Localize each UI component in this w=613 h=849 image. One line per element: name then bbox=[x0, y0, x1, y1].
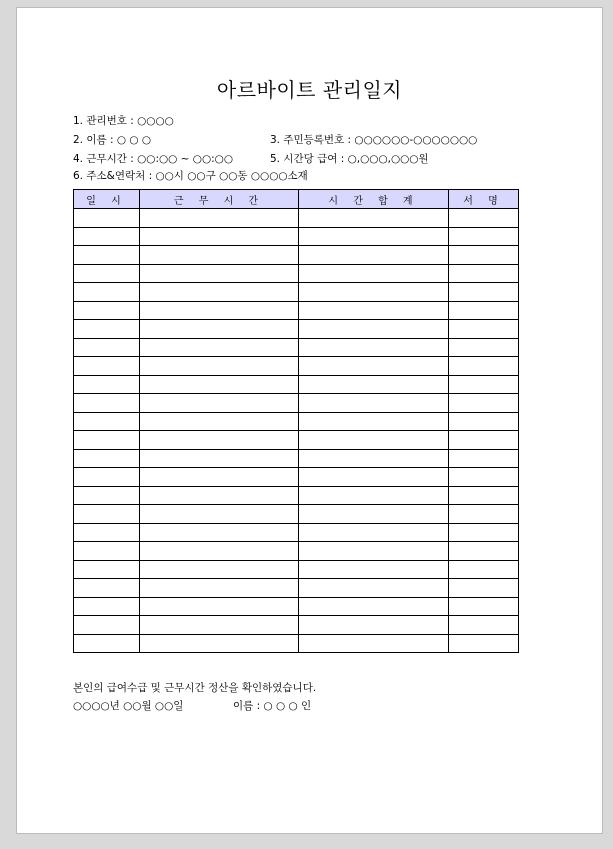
table-cell[interactable] bbox=[299, 542, 449, 561]
table-cell[interactable] bbox=[140, 486, 299, 505]
table-cell[interactable] bbox=[449, 468, 519, 487]
table-cell[interactable] bbox=[140, 301, 299, 320]
work-log-table bbox=[73, 189, 519, 653]
table-cell[interactable] bbox=[299, 523, 449, 542]
table-cell[interactable] bbox=[299, 394, 449, 413]
table-cell[interactable] bbox=[449, 264, 519, 283]
table-cell[interactable] bbox=[449, 560, 519, 579]
table-cell[interactable] bbox=[449, 597, 519, 616]
table-cell[interactable] bbox=[140, 209, 299, 228]
table-cell[interactable] bbox=[299, 560, 449, 579]
table-cell[interactable] bbox=[449, 616, 519, 635]
table-cell[interactable] bbox=[74, 375, 140, 394]
table-cell[interactable] bbox=[74, 486, 140, 505]
table-cell[interactable] bbox=[449, 227, 519, 246]
table-cell[interactable] bbox=[449, 246, 519, 265]
table-cell[interactable] bbox=[140, 338, 299, 357]
table-cell[interactable] bbox=[449, 301, 519, 320]
table-cell[interactable] bbox=[74, 468, 140, 487]
table-body bbox=[74, 209, 519, 653]
table-cell[interactable] bbox=[140, 264, 299, 283]
table-row bbox=[74, 227, 519, 246]
table-row bbox=[74, 357, 519, 376]
table-cell[interactable] bbox=[449, 579, 519, 598]
table-cell[interactable] bbox=[140, 431, 299, 450]
table-cell[interactable] bbox=[74, 542, 140, 561]
hourly-wage: 5. 시간당 급여 : ○,○○○,○○○원 bbox=[270, 153, 429, 165]
table-cell[interactable] bbox=[140, 449, 299, 468]
table-cell[interactable] bbox=[299, 320, 449, 339]
table-cell[interactable] bbox=[140, 375, 299, 394]
table-cell[interactable] bbox=[74, 246, 140, 265]
table-cell[interactable] bbox=[299, 264, 449, 283]
table-row bbox=[74, 375, 519, 394]
table-row bbox=[74, 283, 519, 302]
table-cell[interactable] bbox=[449, 505, 519, 524]
table-cell[interactable] bbox=[140, 597, 299, 616]
table-cell[interactable] bbox=[74, 523, 140, 542]
table-cell[interactable] bbox=[299, 597, 449, 616]
table-cell[interactable] bbox=[74, 449, 140, 468]
table-cell[interactable] bbox=[299, 412, 449, 431]
table-cell[interactable] bbox=[449, 357, 519, 376]
table-cell[interactable] bbox=[299, 449, 449, 468]
table-cell[interactable] bbox=[299, 357, 449, 376]
header-total-hours: 시 간 합 계 bbox=[299, 190, 449, 209]
table-cell[interactable] bbox=[299, 301, 449, 320]
table-cell[interactable] bbox=[449, 375, 519, 394]
table-row bbox=[74, 468, 519, 487]
table-row bbox=[74, 320, 519, 339]
table-cell[interactable] bbox=[74, 579, 140, 598]
table-row bbox=[74, 431, 519, 450]
address-contact: 6. 주소&연락처 : ○○시 ○○구 ○○동 ○○○○소재 bbox=[73, 170, 308, 182]
table-row bbox=[74, 597, 519, 616]
table-cell[interactable] bbox=[140, 320, 299, 339]
table-cell[interactable] bbox=[140, 523, 299, 542]
table-cell[interactable] bbox=[299, 431, 449, 450]
table-cell[interactable] bbox=[449, 486, 519, 505]
table-cell[interactable] bbox=[299, 375, 449, 394]
table-row bbox=[74, 560, 519, 579]
table-cell[interactable] bbox=[74, 264, 140, 283]
table-cell[interactable] bbox=[299, 338, 449, 357]
table-cell[interactable] bbox=[299, 486, 449, 505]
header-signature: 서 명 bbox=[449, 190, 519, 209]
table-cell[interactable] bbox=[74, 616, 140, 635]
table-cell[interactable] bbox=[74, 283, 140, 302]
table-row bbox=[74, 449, 519, 468]
table-cell[interactable] bbox=[299, 634, 449, 653]
table-cell[interactable] bbox=[140, 616, 299, 635]
table-row bbox=[74, 616, 519, 635]
table-cell[interactable] bbox=[449, 283, 519, 302]
table-cell[interactable] bbox=[74, 301, 140, 320]
table-cell[interactable] bbox=[74, 634, 140, 653]
table-cell[interactable] bbox=[74, 227, 140, 246]
table-row bbox=[74, 338, 519, 357]
resident-number: 3. 주민등록번호 : ○○○○○○-○○○○○○○ bbox=[270, 134, 478, 146]
table-cell[interactable] bbox=[74, 357, 140, 376]
table-cell[interactable] bbox=[449, 542, 519, 561]
table-cell[interactable] bbox=[140, 357, 299, 376]
table-header-row bbox=[74, 190, 519, 209]
table-cell[interactable] bbox=[449, 431, 519, 450]
table-cell[interactable] bbox=[299, 468, 449, 487]
table-cell[interactable] bbox=[74, 394, 140, 413]
table-row bbox=[74, 394, 519, 413]
table-cell[interactable] bbox=[140, 246, 299, 265]
confirmation-text: 본인의 급여수급 및 근무시간 정산을 확인하였습니다. bbox=[73, 682, 317, 694]
table-cell[interactable] bbox=[140, 468, 299, 487]
work-hours: 4. 근무시간 : ○○:○○ ~ ○○:○○ bbox=[73, 153, 233, 165]
table-cell[interactable] bbox=[74, 338, 140, 357]
table-cell[interactable] bbox=[74, 597, 140, 616]
header-datetime: 일 시 bbox=[74, 190, 140, 209]
table-cell[interactable] bbox=[140, 283, 299, 302]
document-title: 아르바이트 관리일지 bbox=[216, 78, 403, 102]
table-cell[interactable] bbox=[140, 560, 299, 579]
table-row bbox=[74, 412, 519, 431]
table-cell[interactable] bbox=[449, 320, 519, 339]
table-cell[interactable] bbox=[74, 412, 140, 431]
table-cell[interactable] bbox=[140, 579, 299, 598]
table-cell[interactable] bbox=[449, 634, 519, 653]
table-cell[interactable] bbox=[299, 227, 449, 246]
footer-signature: 이름 : ○ ○ ○ 인 bbox=[233, 700, 312, 712]
table-cell[interactable] bbox=[299, 246, 449, 265]
table-cell[interactable] bbox=[140, 412, 299, 431]
table-cell[interactable] bbox=[140, 394, 299, 413]
table-row bbox=[74, 301, 519, 320]
table-row bbox=[74, 264, 519, 283]
table-row bbox=[74, 634, 519, 653]
table-cell[interactable] bbox=[74, 209, 140, 228]
table-cell[interactable] bbox=[299, 505, 449, 524]
table-cell[interactable] bbox=[449, 209, 519, 228]
table-cell[interactable] bbox=[140, 542, 299, 561]
table-cell[interactable] bbox=[449, 394, 519, 413]
table-cell[interactable] bbox=[140, 227, 299, 246]
table-row bbox=[74, 523, 519, 542]
management-number: 1. 관리번호 : ○○○○ bbox=[73, 115, 174, 127]
table-row bbox=[74, 505, 519, 524]
table-row bbox=[74, 542, 519, 561]
table-cell[interactable] bbox=[449, 523, 519, 542]
table-row bbox=[74, 486, 519, 505]
table-row bbox=[74, 209, 519, 228]
table-cell[interactable] bbox=[74, 560, 140, 579]
table-cell[interactable] bbox=[449, 449, 519, 468]
table-cell[interactable] bbox=[449, 338, 519, 357]
footer-date: ○○○○년 ○○월 ○○일 bbox=[73, 700, 184, 712]
table-cell[interactable] bbox=[74, 431, 140, 450]
table-cell[interactable] bbox=[299, 579, 449, 598]
header-work-hours: 근 무 시 간 bbox=[140, 190, 299, 209]
table-cell[interactable] bbox=[140, 505, 299, 524]
table-cell[interactable] bbox=[449, 412, 519, 431]
table-cell[interactable] bbox=[299, 283, 449, 302]
table-cell[interactable] bbox=[74, 505, 140, 524]
table-cell[interactable] bbox=[74, 320, 140, 339]
table-row bbox=[74, 579, 519, 598]
name-field: 2. 이름 : ○ ○ ○ bbox=[73, 134, 152, 146]
table-cell[interactable] bbox=[299, 209, 449, 228]
table-row bbox=[74, 246, 519, 265]
table-cell[interactable] bbox=[299, 616, 449, 635]
table-cell[interactable] bbox=[140, 634, 299, 653]
document-page bbox=[16, 7, 603, 834]
